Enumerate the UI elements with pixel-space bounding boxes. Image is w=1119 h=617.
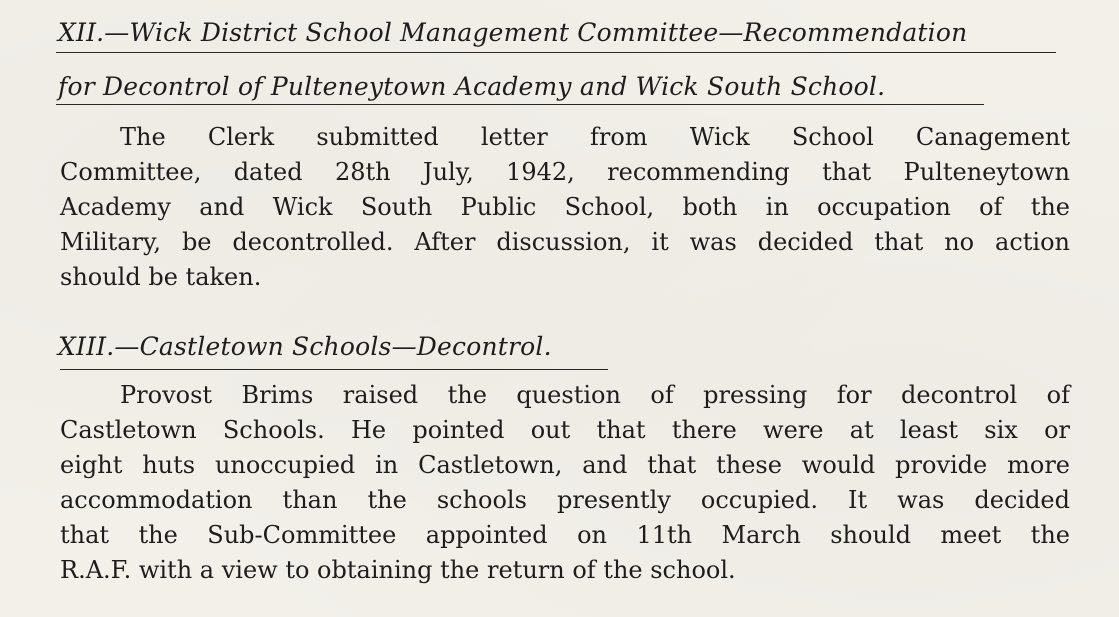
- section-13-paragraph: [60, 378, 1070, 588]
- paragraph-line: should be taken.: [60, 263, 262, 291]
- paragraph-line: Committee, dated 28th July, 1942, recommending that Pulteneytown: [60, 158, 1070, 186]
- heading-underline: [56, 52, 1056, 53]
- paragraph-line: that the Sub-Committee appointed on 11th March should meet the: [60, 521, 1070, 549]
- paragraph-line: The Clerk submitted letter from Wick School Canagement: [120, 123, 1070, 151]
- paragraph-line: Provost Brims raised the question of pressing for decontrol of: [120, 381, 1070, 409]
- heading-underline: [56, 104, 984, 105]
- section-12-paragraph: [60, 120, 1070, 295]
- paragraph-line: eight huts unoccupied in Castletown, and that these would provide more: [60, 451, 1070, 479]
- section-12-heading-line-1: XII.—Wick District School Management Committee—Recommendation: [58, 18, 968, 47]
- heading-underline: [60, 369, 608, 370]
- paragraph-line: Castletown Schools. He pointed out that there were at least six or: [60, 416, 1070, 444]
- paragraph-line: Academy and Wick South Public School, both in occupation of the: [60, 193, 1070, 221]
- section-13-heading: XIII.—Castletown Schools—Decontrol.: [58, 332, 552, 361]
- paragraph-line: Military, be decontrolled. After discussion, it was decided that no action: [60, 228, 1070, 256]
- section-12-heading-line-2: for Decontrol of Pulteneytown Academy and Wick South School.: [58, 72, 886, 101]
- paragraph-line: R.A.F. with a view to obtaining the return of the school.: [60, 556, 736, 584]
- paragraph-line: accommodation than the schools presently occupied. It was decided: [60, 486, 1070, 514]
